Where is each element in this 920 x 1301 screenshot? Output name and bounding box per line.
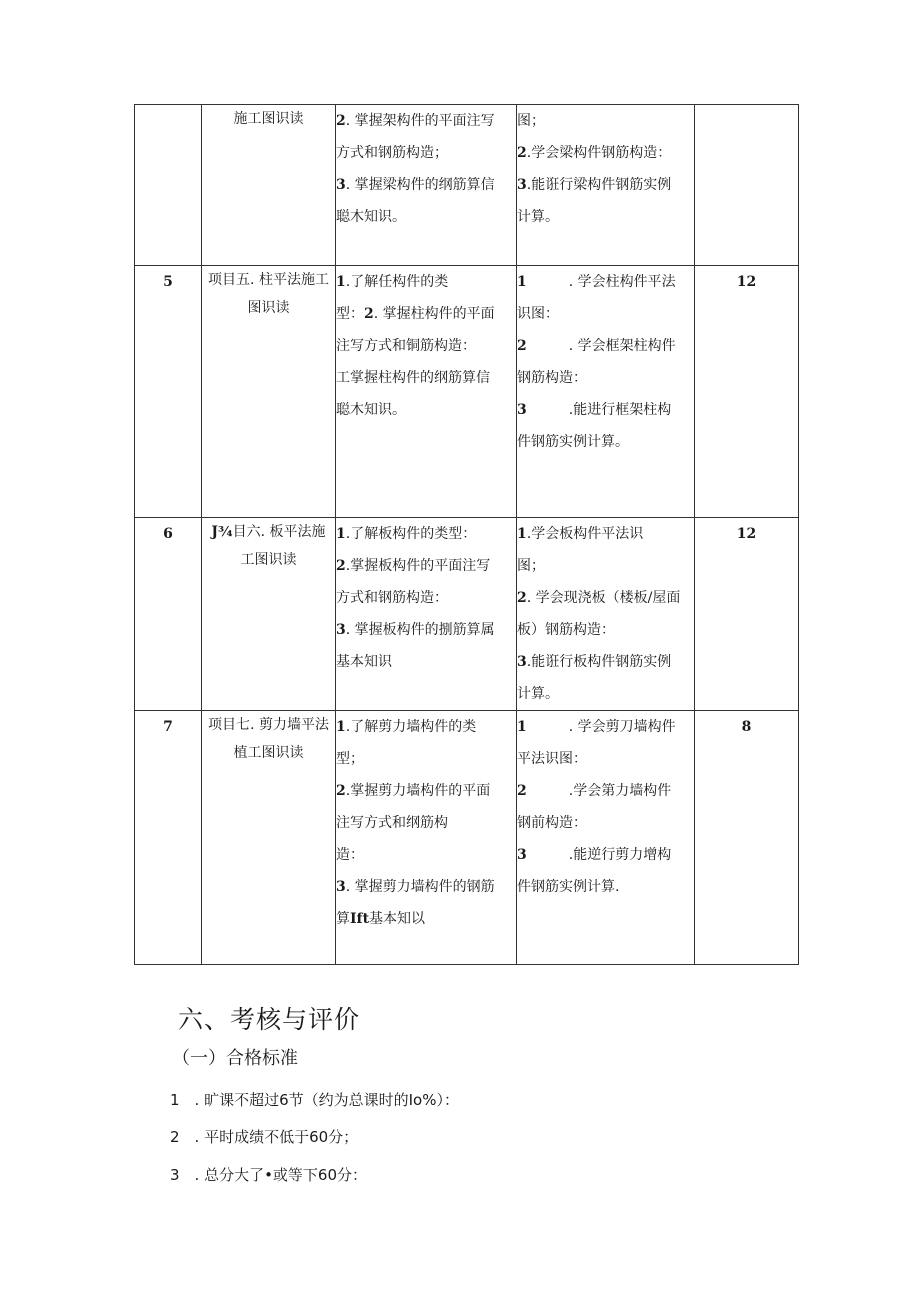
row-number: 6 [135,518,202,711]
knowledge-goals-line: 聪木知识。 [336,209,406,225]
row-number: 5 [135,266,202,518]
knowledge-goals [336,711,517,965]
project-name-line: 施工图识读 [233,111,304,127]
project-name-line: 项目五. 柱平法施工 [208,272,329,288]
project-name-line: 图识读 [247,300,290,316]
skill-goals-line: 2 .学会第力墙构件 [517,783,672,799]
project-name-line: 项目七. 剪力墙平法 [208,717,329,733]
criterion-item: 1 . 旷课不超过6节（约为总课时的Io%）： [170,1091,459,1109]
table-row [135,105,799,266]
row-number: 7 [135,711,202,965]
knowledge-goals-line: 2.掌握剪力墙构件的平面 [336,783,491,799]
project-name-line: 植工图识读 [233,745,304,761]
knowledge-goals-line: 聪木知识。 [336,402,406,418]
section-title: 六、考核与评价 [178,1005,361,1034]
project-name-line: 工图识读 [240,552,297,568]
table-row [135,711,799,965]
skill-goals-line: 件钢筋实例计算。 [517,434,629,450]
knowledge-goals-line: 方式和钢筋构造： [336,590,448,606]
class-hours: 8 [695,711,799,965]
skill-goals-line: 1.学会板构件平法识 [517,526,644,542]
knowledge-goals-line: 型； [336,751,364,767]
skill-goals-line: 钢前构造： [517,815,587,831]
section-subtitle: （一）合格标准 [172,1048,298,1069]
knowledge-goals-line: 2.掌握板构件的平面注写 [336,558,491,574]
knowledge-goals [336,105,517,266]
skill-goals-line: 2 . 学会框架柱构件 [517,338,676,354]
knowledge-goals-line: 1.了解剪力墙构件的类 [336,719,477,735]
knowledge-goals [336,266,517,518]
knowledge-goals-line: 3. 掌握梁构件的纲筋算信 [336,177,495,193]
skill-goals [517,518,695,711]
knowledge-goals-line: 3. 掌握板构件的捌筋算属 [336,622,495,638]
project-name [202,105,336,266]
knowledge-goals-line: 3. 掌握剪力墙构件的钢筋 [336,879,495,895]
knowledge-goals-line: 方式和钢筋构造； [336,145,448,161]
skill-goals-line: 件钢筋实例计算. [517,879,620,895]
knowledge-goals-line: 1.了解板构件的类型： [336,526,477,542]
skill-goals-line: 图； [517,558,545,574]
project-name [202,266,336,518]
skill-goals [517,711,695,965]
skill-goals [517,105,695,266]
skill-goals-line: 3.能诳行板构件钢筋实例 [517,654,672,670]
skill-goals-line: 3.能诳行梁构件钢筋实例 [517,177,672,193]
skill-goals-line: 板）钢筋构造： [517,622,615,638]
knowledge-goals-line: 1.了解任构件的类 [336,274,449,290]
table-row [135,266,799,518]
knowledge-goals-line: 型：2. 掌握柱构件的平面 [336,306,495,322]
knowledge-goals-line: 算Ift基本知以 [336,911,426,927]
criterion-item: 2 . 平时成绩不低于60分； [170,1128,359,1146]
skill-goals-line: 图； [517,113,545,129]
skill-goals-line: 2. 学会现浇板（楼板/屋面 [517,590,681,606]
project-name [202,711,336,965]
skill-goals-line: 平法识图： [517,751,587,767]
knowledge-goals-line: 基本知识 [336,654,392,670]
knowledge-goals-line: 工掌握柱构件的纲筋算信 [336,370,490,386]
skill-goals-line: 1 . 学会柱构件平法 [517,274,676,290]
knowledge-goals [336,518,517,711]
skill-goals-line: 1 . 学会剪刀墙构件 [517,719,676,735]
class-hours [695,105,799,266]
skill-goals-line: 3 .能进行框架柱构 [517,402,672,418]
project-name-line: J¾目六. 板平法施 [211,524,326,540]
knowledge-goals-line: 注写方式和纲筋构 [336,815,448,831]
skill-goals-line: 钢筋构造： [517,370,587,386]
class-hours: 12 [695,518,799,711]
table-row [135,518,799,711]
skill-goals [517,266,695,518]
knowledge-goals-line: 注写方式和铜筋构造： [336,338,476,354]
knowledge-goals-line: 造： [336,847,364,863]
project-name [202,518,336,711]
skill-goals-line: 计算。 [517,686,559,702]
course-table [134,104,799,965]
class-hours: 12 [695,266,799,518]
skill-goals-line: 计算。 [517,209,559,225]
skill-goals-line: 3 .能逆行剪力增构 [517,847,672,863]
skill-goals-line: 识图： [517,306,559,322]
row-number [135,105,202,266]
knowledge-goals-line: 2. 掌握架构件的平面注写 [336,113,495,129]
skill-goals-line: 2.学会梁构件钢筋构造： [517,145,672,161]
criterion-item: 3 . 总分大了•或等下60分： [170,1166,368,1184]
